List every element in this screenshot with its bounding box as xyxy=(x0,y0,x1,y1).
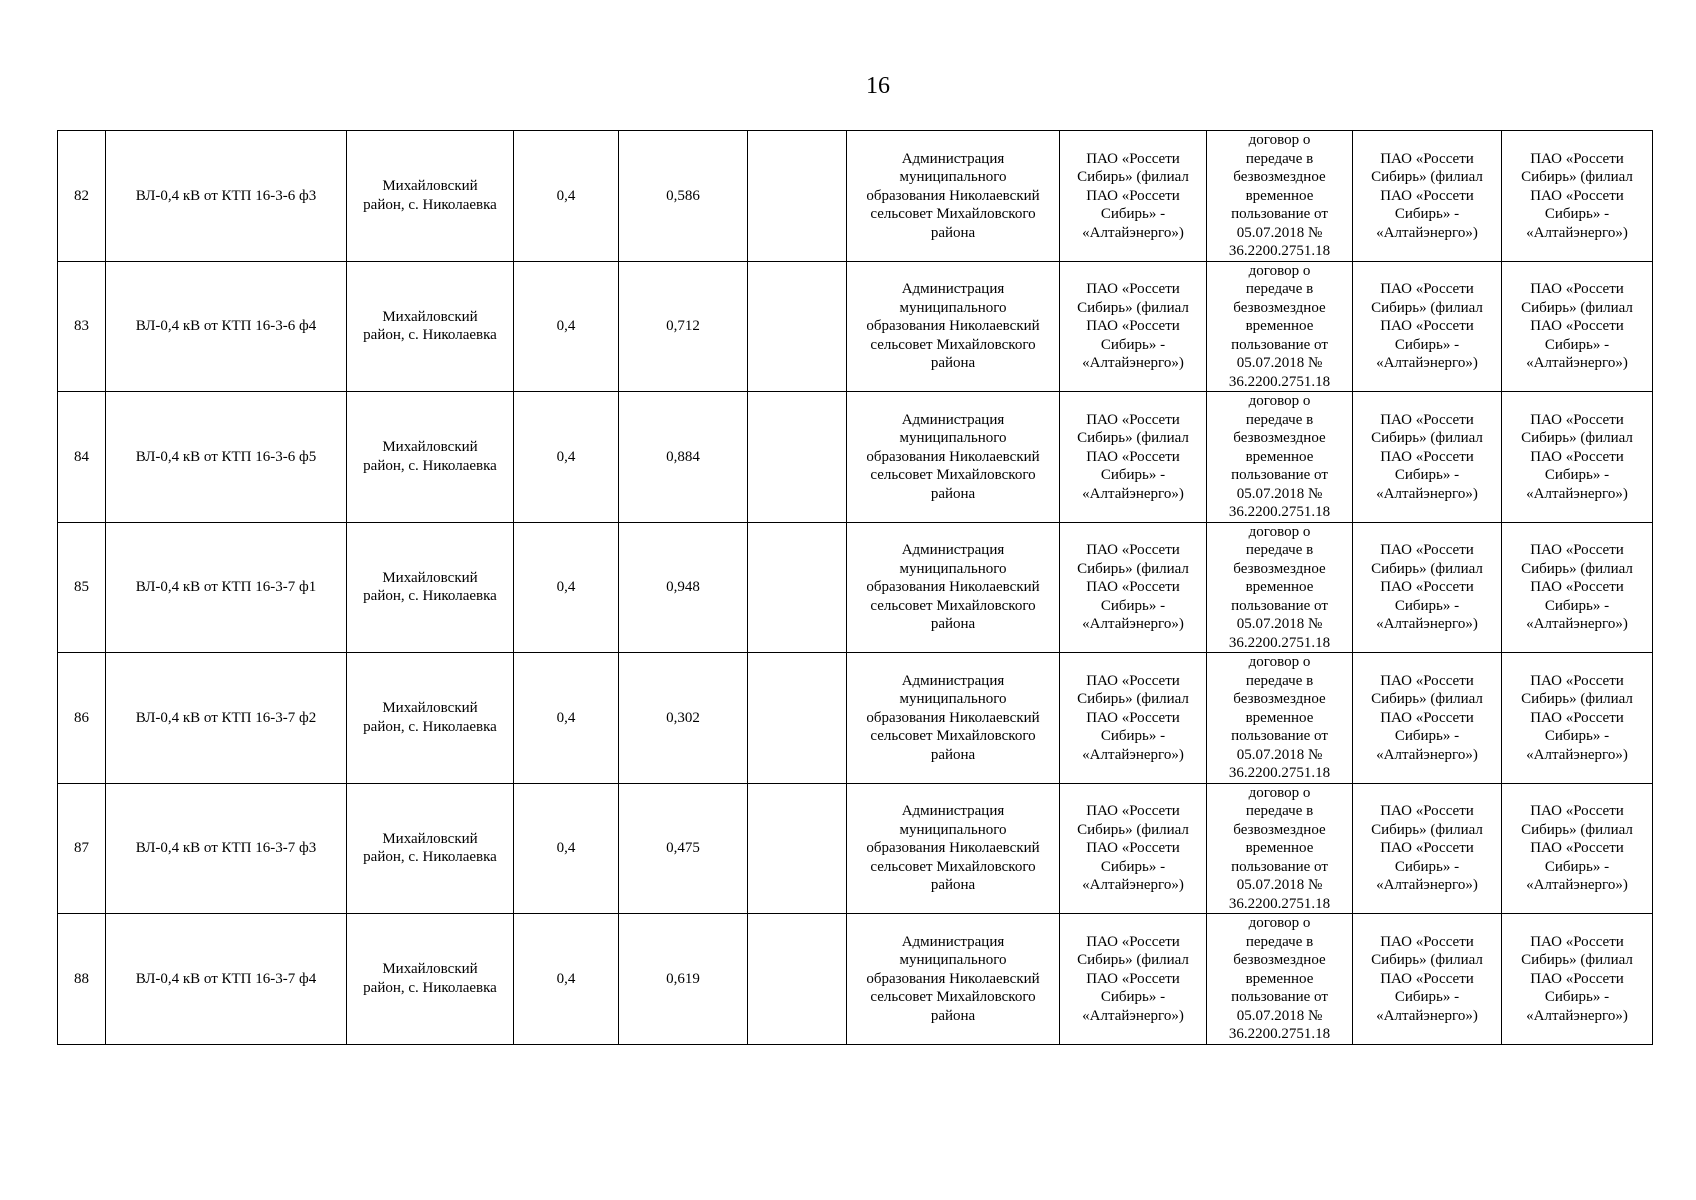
cell-column-10: ПАО «Россети Сибирь» (филиал ПАО «Россети Сибирь» - «Алтайэнерго») xyxy=(1353,522,1502,653)
cell-number: 85 xyxy=(58,522,106,653)
table-row xyxy=(58,261,1653,392)
cell-owner: Администрация муниципального образования Николаевский сельсовет Михайловского района xyxy=(847,392,1060,523)
cell-length: 0,586 xyxy=(619,131,748,262)
cell-column-10: ПАО «Россети Сибирь» (филиал ПАО «Россети Сибирь» - «Алтайэнерго») xyxy=(1353,914,1502,1045)
cell-object-name: ВЛ-0,4 кВ от КТП 16-3-6 ф5 xyxy=(106,392,347,523)
table-row xyxy=(58,392,1653,523)
cell-voltage: 0,4 xyxy=(514,653,619,784)
cell-owner: Администрация муниципального образования Николаевский сельсовет Михайловского района xyxy=(847,653,1060,784)
cell-operator: ПАО «Россети Сибирь» (филиал ПАО «Россети Сибирь» - «Алтайэнерго») xyxy=(1060,522,1207,653)
cell-contract: договор о передаче в безвозмездное временное пользование от 05.07.2018 № 36.2200.2751.18 xyxy=(1207,131,1353,262)
table-row xyxy=(58,914,1653,1045)
table-row xyxy=(58,522,1653,653)
cell-length: 0,475 xyxy=(619,783,748,914)
registry-table xyxy=(57,130,1653,1045)
cell-number: 83 xyxy=(58,261,106,392)
cell-contract: договор о передаче в безвозмездное временное пользование от 05.07.2018 № 36.2200.2751.18 xyxy=(1207,392,1353,523)
cell-owner: Администрация муниципального образования Николаевский сельсовет Михайловского района xyxy=(847,522,1060,653)
cell-object-name: ВЛ-0,4 кВ от КТП 16-3-7 ф3 xyxy=(106,783,347,914)
cell-column-11: ПАО «Россети Сибирь» (филиал ПАО «Россети Сибирь» - «Алтайэнерго») xyxy=(1502,522,1653,653)
cell-contract: договор о передаче в безвозмездное временное пользование от 05.07.2018 № 36.2200.2751.18 xyxy=(1207,914,1353,1045)
cell-object-name: ВЛ-0,4 кВ от КТП 16-3-7 ф2 xyxy=(106,653,347,784)
cell-voltage: 0,4 xyxy=(514,914,619,1045)
cell-empty xyxy=(748,131,847,262)
cell-column-11: ПАО «Россети Сибирь» (филиал ПАО «Россети Сибирь» - «Алтайэнерго») xyxy=(1502,131,1653,262)
cell-column-11: ПАО «Россети Сибирь» (филиал ПАО «Россети Сибирь» - «Алтайэнерго») xyxy=(1502,392,1653,523)
cell-empty xyxy=(748,914,847,1045)
cell-voltage: 0,4 xyxy=(514,783,619,914)
cell-owner: Администрация муниципального образования Николаевский сельсовет Михайловского района xyxy=(847,261,1060,392)
cell-empty xyxy=(748,392,847,523)
cell-length: 0,884 xyxy=(619,392,748,523)
cell-owner: Администрация муниципального образования Николаевский сельсовет Михайловского района xyxy=(847,783,1060,914)
cell-location: Михайловский район, с. Николаевка xyxy=(347,653,514,784)
cell-location: Михайловский район, с. Николаевка xyxy=(347,914,514,1045)
cell-operator: ПАО «Россети Сибирь» (филиал ПАО «Россети Сибирь» - «Алтайэнерго») xyxy=(1060,653,1207,784)
cell-length: 0,948 xyxy=(619,522,748,653)
cell-empty xyxy=(748,783,847,914)
cell-object-name: ВЛ-0,4 кВ от КТП 16-3-7 ф4 xyxy=(106,914,347,1045)
cell-number: 82 xyxy=(58,131,106,262)
cell-voltage: 0,4 xyxy=(514,392,619,523)
cell-location: Михайловский район, с. Николаевка xyxy=(347,131,514,262)
cell-number: 87 xyxy=(58,783,106,914)
cell-column-10: ПАО «Россети Сибирь» (филиал ПАО «Россети Сибирь» - «Алтайэнерго») xyxy=(1353,131,1502,262)
cell-column-11: ПАО «Россети Сибирь» (филиал ПАО «Россети Сибирь» - «Алтайэнерго») xyxy=(1502,783,1653,914)
cell-empty xyxy=(748,261,847,392)
cell-object-name: ВЛ-0,4 кВ от КТП 16-3-6 ф4 xyxy=(106,261,347,392)
cell-owner: Администрация муниципального образования Николаевский сельсовет Михайловского района xyxy=(847,914,1060,1045)
cell-operator: ПАО «Россети Сибирь» (филиал ПАО «Россети Сибирь» - «Алтайэнерго») xyxy=(1060,261,1207,392)
table-row xyxy=(58,653,1653,784)
cell-operator: ПАО «Россети Сибирь» (филиал ПАО «Россети Сибирь» - «Алтайэнерго») xyxy=(1060,783,1207,914)
cell-object-name: ВЛ-0,4 кВ от КТП 16-3-6 ф3 xyxy=(106,131,347,262)
cell-owner: Администрация муниципального образования Николаевский сельсовет Михайловского района xyxy=(847,131,1060,262)
cell-length: 0,302 xyxy=(619,653,748,784)
table-body xyxy=(58,131,1653,1045)
cell-contract: договор о передаче в безвозмездное временное пользование от 05.07.2018 № 36.2200.2751.18 xyxy=(1207,261,1353,392)
cell-empty xyxy=(748,522,847,653)
cell-voltage: 0,4 xyxy=(514,131,619,262)
table-row xyxy=(58,783,1653,914)
cell-operator: ПАО «Россети Сибирь» (филиал ПАО «Россети Сибирь» - «Алтайэнерго») xyxy=(1060,392,1207,523)
cell-voltage: 0,4 xyxy=(514,261,619,392)
cell-location: Михайловский район, с. Николаевка xyxy=(347,783,514,914)
cell-column-10: ПАО «Россети Сибирь» (филиал ПАО «Россети Сибирь» - «Алтайэнерго») xyxy=(1353,783,1502,914)
cell-number: 84 xyxy=(58,392,106,523)
cell-length: 0,619 xyxy=(619,914,748,1045)
cell-number: 88 xyxy=(58,914,106,1045)
page-number: 16 xyxy=(866,73,890,99)
cell-voltage: 0,4 xyxy=(514,522,619,653)
cell-column-11: ПАО «Россети Сибирь» (филиал ПАО «Россети Сибирь» - «Алтайэнерго») xyxy=(1502,653,1653,784)
cell-empty xyxy=(748,653,847,784)
cell-operator: ПАО «Россети Сибирь» (филиал ПАО «Россети Сибирь» - «Алтайэнерго») xyxy=(1060,914,1207,1045)
cell-location: Михайловский район, с. Николаевка xyxy=(347,261,514,392)
cell-contract: договор о передаче в безвозмездное временное пользование от 05.07.2018 № 36.2200.2751.18 xyxy=(1207,522,1353,653)
cell-object-name: ВЛ-0,4 кВ от КТП 16-3-7 ф1 xyxy=(106,522,347,653)
cell-number: 86 xyxy=(58,653,106,784)
table-row xyxy=(58,131,1653,262)
cell-location: Михайловский район, с. Николаевка xyxy=(347,392,514,523)
cell-contract: договор о передаче в безвозмездное временное пользование от 05.07.2018 № 36.2200.2751.18 xyxy=(1207,783,1353,914)
cell-column-11: ПАО «Россети Сибирь» (филиал ПАО «Россети Сибирь» - «Алтайэнерго») xyxy=(1502,914,1653,1045)
cell-column-11: ПАО «Россети Сибирь» (филиал ПАО «Россети Сибирь» - «Алтайэнерго») xyxy=(1502,261,1653,392)
cell-column-10: ПАО «Россети Сибирь» (филиал ПАО «Россети Сибирь» - «Алтайэнерго») xyxy=(1353,392,1502,523)
cell-column-10: ПАО «Россети Сибирь» (филиал ПАО «Россети Сибирь» - «Алтайэнерго») xyxy=(1353,653,1502,784)
cell-operator: ПАО «Россети Сибирь» (филиал ПАО «Россети Сибирь» - «Алтайэнерго») xyxy=(1060,131,1207,262)
cell-location: Михайловский район, с. Николаевка xyxy=(347,522,514,653)
cell-contract: договор о передаче в безвозмездное временное пользование от 05.07.2018 № 36.2200.2751.18 xyxy=(1207,653,1353,784)
cell-length: 0,712 xyxy=(619,261,748,392)
cell-column-10: ПАО «Россети Сибирь» (филиал ПАО «Россети Сибирь» - «Алтайэнерго») xyxy=(1353,261,1502,392)
